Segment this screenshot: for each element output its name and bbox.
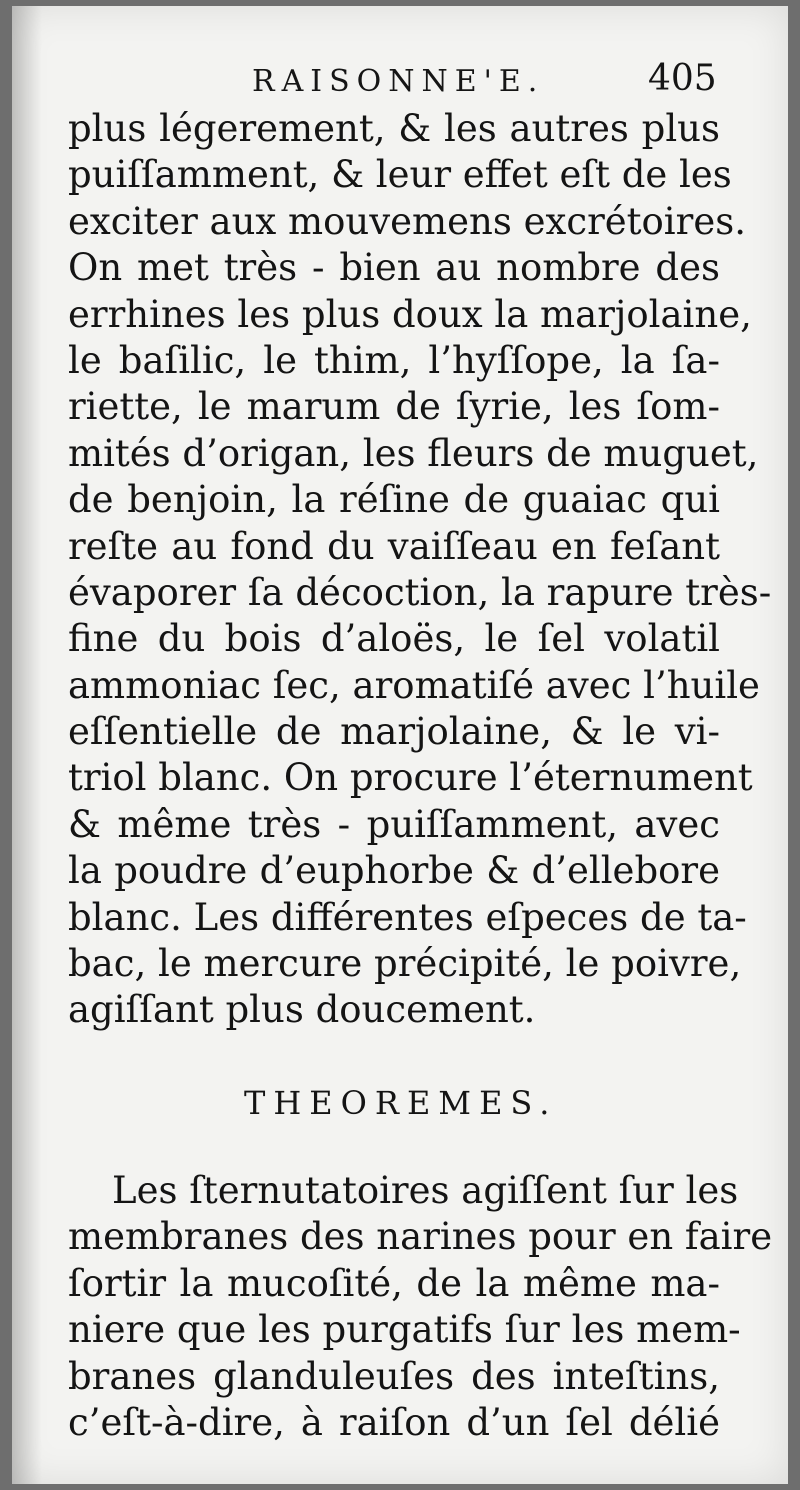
text-line: mités d’origan, les fleurs de muguet,	[68, 431, 759, 475]
text-line: niere que les purgatifs ſur les mem-	[68, 1308, 741, 1352]
text-line: de benjoin, la réſine de guaiac qui	[68, 478, 720, 522]
text-line: reſte au fond du vaiſſeau en feſant	[68, 524, 720, 568]
text-line: fine du bois d’aloës, le ſel volatil	[68, 617, 720, 661]
text-line: évaporer ſa décoction, la rapure très-	[68, 570, 772, 614]
text-line: c’eſt-à-dire, à raiſon d’un ſel délié	[68, 1400, 720, 1444]
book-page	[12, 6, 788, 1484]
text-line: exciter aux mouvemens excrétoires.	[68, 199, 746, 243]
text-line: blanc. Les différentes eſpeces de ta-	[68, 895, 747, 939]
text-line: riette, le marum de ſyrie, les ſom-	[68, 385, 720, 429]
text-line: eſſentielle de marjolaine, & le vi-	[68, 710, 720, 754]
text-line: la poudre d’euphorbe & d’ellebore	[68, 849, 720, 893]
text-line: membranes des narines pour en faire	[68, 1215, 773, 1259]
text-line: ammoniac ſec, aromatiſé avec l’huile	[68, 663, 760, 707]
text-line: errhines les plus doux la marjolaine,	[68, 292, 752, 336]
text-line: branes glanduleuſes des inteſtins,	[68, 1354, 720, 1398]
section-heading: THEOREMES.	[244, 1084, 558, 1122]
running-head: RAISONNE'E.	[252, 64, 545, 99]
text-line: bac, le mercure précipité, le poivre,	[68, 942, 742, 986]
paragraph-1	[68, 106, 772, 1034]
text-line: le baſilic, le thim, l’hyſſope, la ſa-	[68, 338, 720, 382]
text-line: triol blanc. On procure l’éternument	[68, 756, 753, 800]
text-line: ſortir la mucoſité, de la même ma-	[68, 1261, 720, 1305]
page-number: 405	[648, 58, 717, 99]
text-line: & même très - puiſſamment, avec	[68, 802, 720, 846]
text-line: puiſſamment, & leur effet eſt de les	[68, 153, 732, 197]
text-line: Les ſternutatoires agiſſent ſur les	[112, 1169, 739, 1212]
text-line: plus légerement, & les autres plus	[68, 107, 720, 150]
text-line: agiſſant plus doucement.	[68, 988, 536, 1032]
text-line: On met très - bien au nombre des	[68, 246, 720, 290]
paragraph-2	[68, 1168, 773, 1446]
